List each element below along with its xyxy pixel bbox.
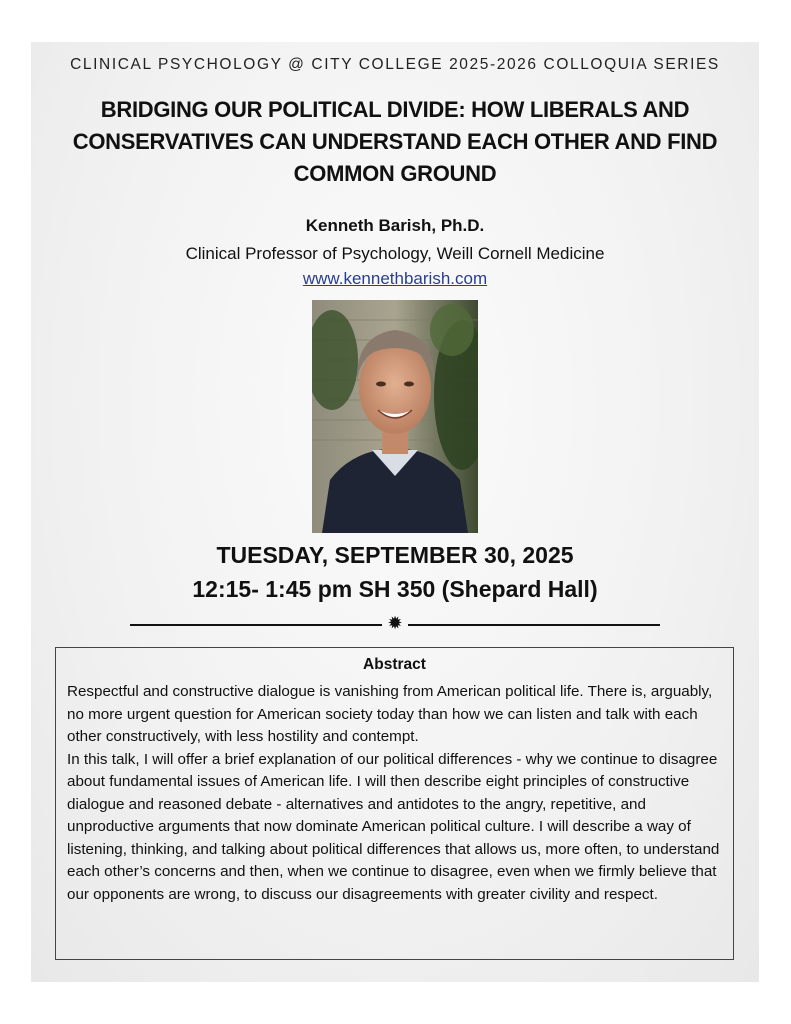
speaker-name: Kenneth Barish, Ph.D. — [305, 216, 485, 235]
talk-title-line: CONSERVATIVES CAN UNDERSTAND EACH OTHER AND FIND — [72, 129, 718, 154]
abstract-paragraph: Respectful and constructive dialogue is vanishing from American political life. There is, arguably, no more urgent question for American society today than how we can listen and talk with each other constructively, with less hostility and contempt. — [67, 683, 713, 745]
speaker-position: Clinical Professor of Psychology, Weill Cornell Medicine — [185, 244, 605, 263]
starburst-icon: ✹ — [387, 613, 403, 633]
event-date: TUESDAY, SEPTEMBER 30, 2025 — [216, 542, 574, 568]
abstract-heading: Abstract — [363, 656, 426, 673]
speaker-photo — [312, 300, 478, 533]
speaker-website-link[interactable]: www.kennethbarish.com — [302, 269, 488, 288]
talk-title-line: BRIDGING OUR POLITICAL DIVIDE: HOW LIBERALS AND — [100, 97, 690, 122]
decorative-divider — [130, 613, 660, 634]
divider-line-left — [130, 624, 382, 626]
divider-line-right — [408, 624, 660, 626]
abstract-box — [55, 647, 734, 960]
talk-title — [51, 94, 739, 190]
abstract-body — [67, 681, 725, 906]
talk-title-line: COMMON GROUND — [293, 161, 497, 186]
abstract-paragraph: In this talk, I will offer a brief explanation of our political differences - why we continue to disagree about fundamental issues of American life. I will then describe eight principles of constructive dialogue and reasoned debate - alternatives and antidotes to the angry, repetitive, and unproductive arguments that now dominate American political culture. I will describe a way of listening, thinking, and talking about political differences that allows us, more often, to understand each other’s concerns and then, when we continue to disagree, even when we firmly believe that our opponents are wrong, to discuss our disagreements with greater civility and respect. — [67, 750, 720, 903]
series-heading: CLINICAL PSYCHOLOGY @ CITY COLLEGE 2025-2026 COLLOQUIA SERIES — [70, 56, 720, 73]
flyer-page — [31, 42, 759, 982]
event-time-location: 12:15- 1:45 pm SH 350 (Shepard Hall) — [192, 576, 598, 602]
